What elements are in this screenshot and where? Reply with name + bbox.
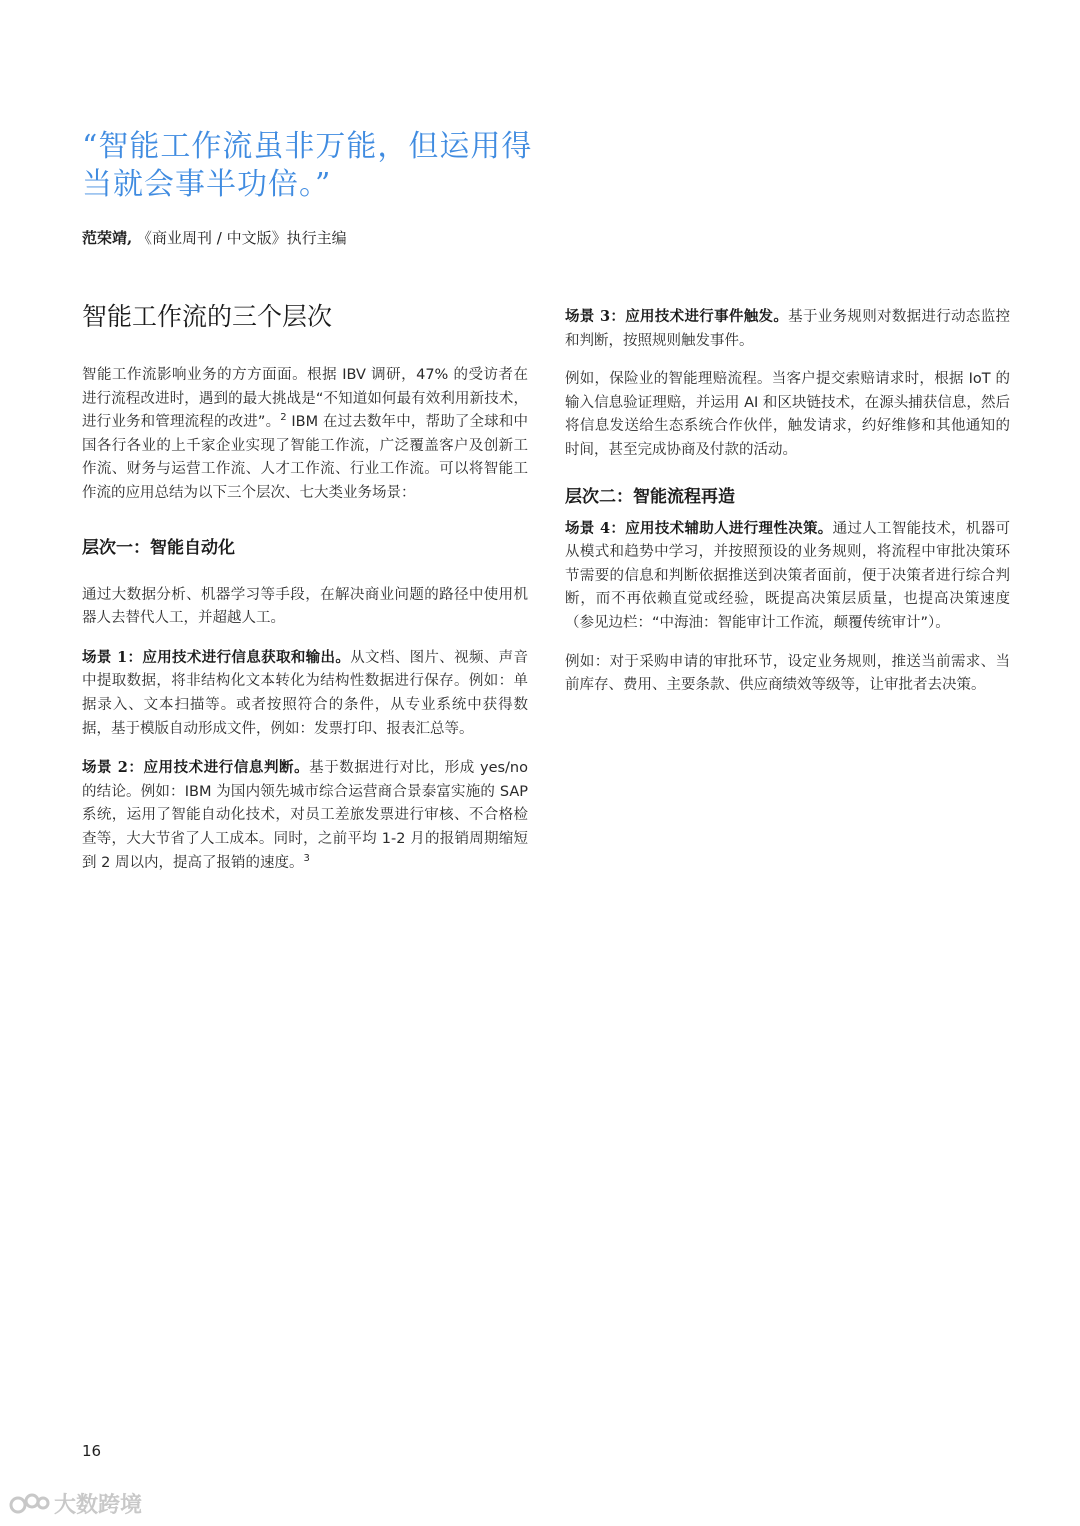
page-number: 16: [82, 1442, 102, 1460]
scene1-lead: 场景 1：应用技术进行信息获取和输出。: [82, 648, 351, 666]
intro-text-1: 智能工作流影响业务的方方面面。根据 IBV 调研，47% 的受访者在进行流程改进时，遇到的最大挑战是“不知道如何最有效利用新技术，进行业务和管理流程的改进”。: [82, 367, 528, 431]
intro-paragraph: [82, 364, 528, 506]
right-column: [565, 305, 1010, 713]
footnote-ref-2: 2: [280, 412, 287, 424]
scene3-lead: 场景 3：应用技术进行事件触发。: [565, 308, 789, 325]
scene3-text: 基于业务规则对数据进行动态监控和判断，按照规则触发事件。: [565, 309, 1011, 349]
scene2-text: 基于数据进行对比，形成 yes/no 的结论。例如：IBM 为国内领先城市综合运营商合景泰富实施的 SAP 系统，运用了智能自动化技术，对员工差旅发票进行审核、不合格检查等，大大节省了人工成本。同时，之前平均 1-2 月的报销周期缩短到 2 周以内，提高了报销的速度。: [82, 760, 528, 871]
scene3-paragraph: [565, 305, 1010, 353]
scene4-paragraph: [565, 517, 1010, 636]
pull-quote: “智能工作流虽非万能，但运用得当就会事半功倍。”: [82, 129, 533, 202]
watermark-text: 大数跨境: [54, 1493, 143, 1518]
attribution-name: 范荣靖,: [82, 229, 133, 247]
scene4-example: 例如：对于采购申请的审批环节，设定业务规则，推送当前需求、当前库存、费用、主要条款、供应商绩效等级等，让审批者去决策。: [565, 653, 1010, 694]
scene1-paragraph: [82, 646, 528, 741]
left-column: [82, 300, 528, 890]
scene2-lead: 场景 2：应用技术进行信息判断。: [82, 759, 310, 777]
level1-description: 通过大数据分析、机器学习等手段，在解决商业问题的路径中使用机器人去替代人工，并超越人工。: [82, 586, 528, 627]
watermark-logo-icon: [8, 1491, 50, 1517]
scene1-text: 从文档、图片、视频、声音中提取数据，将非结构化文本转化为结构性数据进行保存。例如：单据录入、文本扫描等。或者按照符合的条件，从专业系统中获得数据，基于模版自动形成文件，例如：发票打印、报表汇总等。: [82, 649, 529, 737]
section-title: 智能工作流的三个层次: [82, 302, 333, 331]
scene3-example: 例如，保险业的智能理赔流程。当客户提交索赔请求时，根据 IoT 的输入信息验证理赔，并运用 AI 和区块链技术，在源头捕获信息，然后将信息发送给生态系统合作伙伴，触发请求，约好维修和其他通知的时间，甚至完成协商及付款的活动。: [565, 371, 1010, 458]
intro-text-2: IBM 在过去数年中，帮助了全球和中国各行各业的上千家企业实现了智能工作流，广泛覆盖客户及创新工作流、财务与运营工作流、人才工作流、行业工作流。可以将智能工作流的应用总结为以下三个层次、七大类业务场景：: [82, 414, 529, 501]
level2-title: 层次二：智能流程再造: [565, 486, 735, 507]
scene4-text: 通过人工智能技术，机器可从模式和趋势中学习，并按照预设的业务规则，将流程中审批决策环节需要的信息和判断依据推送到决策者面前，便于决策者进行综合判断，而不再依赖直觉或经验，既提高决策层质量，也提高决策速度（参见边栏：“中海油：智能审计工作流，颠覆传统审计”）。: [565, 520, 1011, 631]
quote-attribution: [82, 226, 347, 250]
scene2-paragraph: [82, 756, 528, 875]
scene4-lead: 场景 4：应用技术辅助人进行理性决策。: [565, 519, 833, 537]
attribution-role: 《商业周刊 / 中文版》执行主编: [137, 229, 347, 247]
watermark: [8, 1488, 142, 1519]
level1-title: 层次一：智能自动化: [82, 537, 235, 558]
footnote-ref-3: 3: [303, 852, 310, 864]
